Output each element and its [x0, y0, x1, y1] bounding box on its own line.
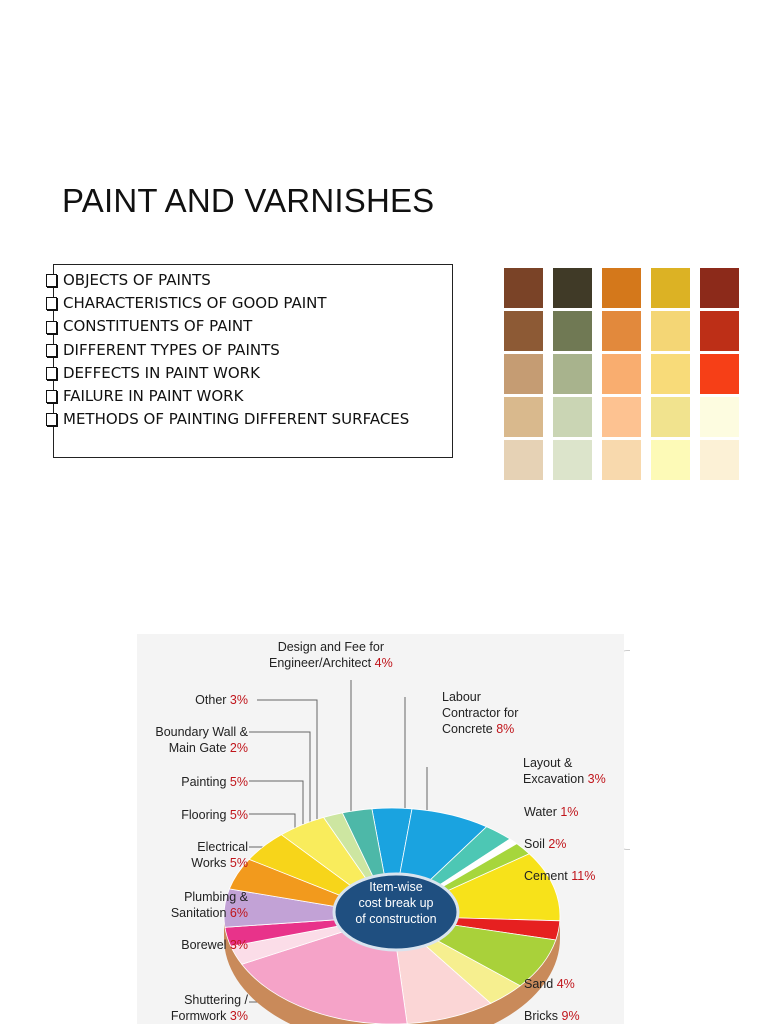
- color-swatch: [602, 397, 641, 437]
- topic-item: CHARACTERISTICS OF GOOD PAINT: [46, 292, 409, 315]
- topic-item: METHODS OF PAINTING DIFFERENT SURFACES: [46, 408, 409, 431]
- checkbox-bullet-icon: [46, 297, 57, 310]
- color-swatch: [504, 440, 543, 480]
- callout-boundary-wall: Boundary Wall & Main Gate 2%: [155, 725, 248, 755]
- color-swatch: [504, 354, 543, 394]
- callout-bricks: Bricks 9%: [524, 1009, 580, 1023]
- callout-plumbing: Plumbing & Sanitation 6%: [170, 890, 248, 920]
- color-swatch: [651, 311, 690, 351]
- callout-other: Other 3%: [195, 693, 248, 707]
- callout-water: Water 1%: [524, 805, 579, 819]
- color-swatch: [553, 268, 592, 308]
- checkbox-bullet-icon: [46, 367, 57, 380]
- checkbox-bullet-icon: [46, 274, 57, 287]
- topic-list: [46, 265, 409, 431]
- color-swatch: [602, 354, 641, 394]
- callout-cement: Cement 11%: [524, 869, 596, 883]
- callout-design-fee: Design and Fee for Engineer/Architect 4%: [269, 640, 393, 670]
- color-swatch: [553, 397, 592, 437]
- checkbox-bullet-icon: [46, 390, 57, 403]
- slide-title: PAINT AND VARNISHES: [62, 182, 435, 219]
- checkbox-bullet-icon: [46, 321, 57, 334]
- color-swatch: [553, 311, 592, 351]
- color-swatch: [553, 354, 592, 394]
- topic-item: DIFFERENT TYPES OF PAINTS: [46, 339, 409, 362]
- color-swatch: [651, 354, 690, 394]
- topic-item: CONSTITUENTS OF PAINT: [46, 315, 409, 338]
- color-swatch: [700, 354, 739, 394]
- topic-item: OBJECTS OF PAINTS: [46, 269, 409, 292]
- color-swatch: [700, 440, 739, 480]
- checkbox-bullet-icon: [46, 413, 57, 426]
- color-swatch: [504, 268, 543, 308]
- color-swatch: [651, 397, 690, 437]
- callout-sand: Sand 4%: [524, 977, 575, 991]
- topic-list-box: [53, 264, 453, 458]
- pie-center-label: Item-wise cost break up of construction: [355, 880, 437, 926]
- topic-item: FAILURE IN PAINT WORK: [46, 385, 409, 408]
- color-swatch: [700, 397, 739, 437]
- color-swatch: [504, 311, 543, 351]
- color-swatch: [651, 268, 690, 308]
- callout-soil: Soil 2%: [524, 837, 567, 851]
- cost-breakup-pie-figure: [137, 634, 624, 1024]
- callout-borewel: Borewel 3%: [181, 938, 248, 952]
- color-swatch: [602, 440, 641, 480]
- color-swatch: [602, 268, 641, 308]
- color-swatch: [602, 311, 641, 351]
- color-swatch: [504, 397, 543, 437]
- callout-shuttering: Shuttering / Formwork 3%: [170, 993, 248, 1023]
- topic-item: DEFFECTS IN PAINT WORK: [46, 362, 409, 385]
- callout-labour: Labour Contractor for Concrete 8%: [442, 690, 519, 736]
- color-swatch: [700, 268, 739, 308]
- color-swatch: [700, 311, 739, 351]
- checkbox-bullet-icon: [46, 344, 57, 357]
- callout-layout: Layout & Excavation 3%: [523, 756, 606, 786]
- callout-flooring: Flooring 5%: [181, 808, 248, 822]
- color-swatch: [651, 440, 690, 480]
- color-swatch: [553, 440, 592, 480]
- callout-electrical: Electrical Works 5%: [191, 840, 248, 870]
- callout-painting: Painting 5%: [181, 775, 248, 789]
